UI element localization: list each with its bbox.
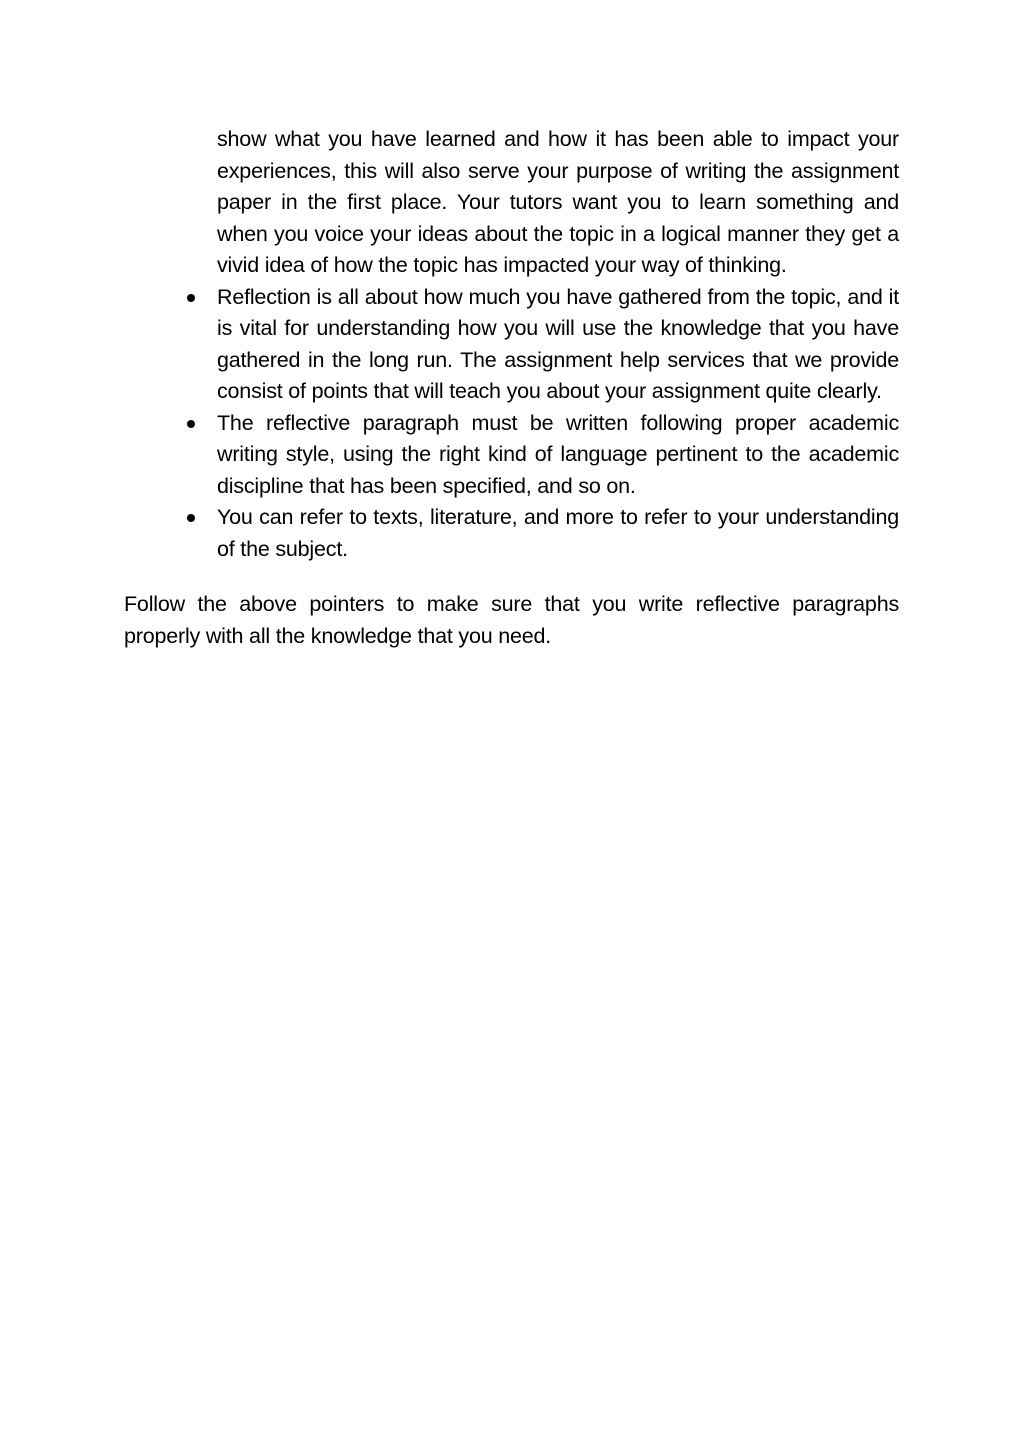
continued-paragraph: show what you have learned and how it has been able to impact your experiences, this will also serve your purpose of writing the assignment paper in the first place. Your tutors want you to learn something and when you voice your ideas about the topic in a logical manner they get a vivid idea of how the topic has impacted your way of thinking. bbox=[217, 127, 899, 277]
bullet-list bbox=[124, 282, 899, 566]
document-body bbox=[124, 124, 899, 652]
closing-paragraph: Follow the above pointers to make sure that you write reflective paragraphs properly with all the knowledge that you need. bbox=[124, 592, 899, 648]
list-item bbox=[217, 408, 899, 503]
bullet-icon bbox=[187, 514, 195, 522]
bullet-icon bbox=[187, 294, 195, 302]
list-item bbox=[217, 282, 899, 408]
list-item-text: You can refer to texts, literature, and more to refer to your understanding of the subject. bbox=[217, 505, 899, 561]
list-item-text: The reflective paragraph must be written following proper academic writing style, using the right kind of language pertinent to the academic discipline that has been specified, and so on. bbox=[217, 410, 899, 498]
bullet-icon bbox=[187, 420, 195, 428]
list-item bbox=[217, 502, 899, 565]
list-item-text: Reflection is all about how much you have gathered from the topic, and it is vital for understanding how you will use the knowledge that you have gathered in the long run. The assignment help services that we provide consist of points that will teach you about your assignment quite clearly. bbox=[217, 284, 899, 403]
